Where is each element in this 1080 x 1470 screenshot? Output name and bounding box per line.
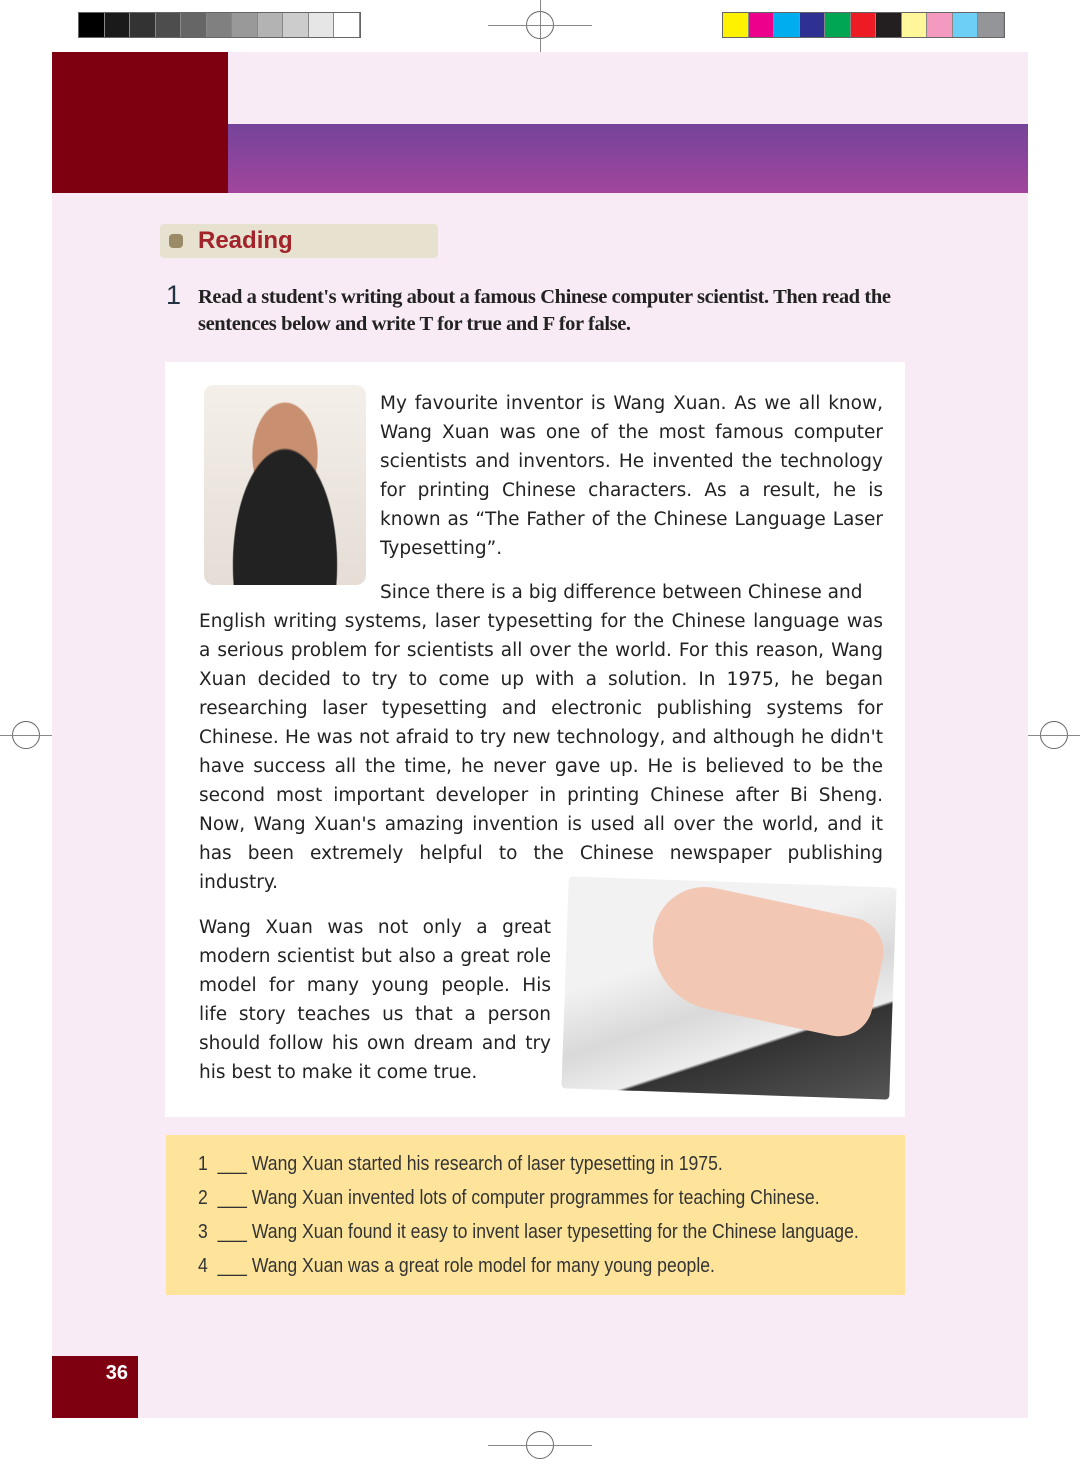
crop-line (1028, 735, 1080, 736)
answer-blank[interactable]: ___ (217, 1153, 247, 1175)
answer-blank[interactable]: ___ (217, 1221, 247, 1243)
exercise-instruction: Read a student's writing about a famous Chinese computer scientist. Then read the sentences below and write T for true and F for false. (198, 286, 891, 335)
crop-line (0, 735, 52, 736)
section-heading-label: Reading (198, 227, 293, 254)
true-false-questions (166, 1135, 905, 1295)
article-paragraph: Wang Xuan was not only a great modern scientist but also a great role model for many young people. His life story teaches us that a person should follow his own dream and try his best to make it come true. (199, 917, 551, 1083)
question-item: 4 ___ Wang Xuan was a great role model for many young people. (198, 1255, 715, 1277)
crop-line (488, 1445, 592, 1446)
header-purple-band (228, 124, 1028, 193)
question-item: 1 ___ Wang Xuan started his research of laser typesetting in 1975. (198, 1153, 723, 1175)
article-paragraph: Since there is a big difference between Chinese and (380, 582, 863, 603)
crop-line (540, 0, 541, 52)
page-number: 36 (52, 1356, 138, 1418)
bullet-icon (169, 234, 183, 248)
exercise-number: 1 (166, 280, 182, 310)
grayscale-color-bar (78, 12, 361, 38)
answer-blank[interactable]: ___ (217, 1187, 247, 1209)
question-item: 2 ___ Wang Xuan invented lots of computer programmes for teaching Chinese. (198, 1187, 820, 1209)
answer-blank[interactable]: ___ (217, 1255, 247, 1277)
portrait-photo (204, 385, 366, 585)
section-heading (160, 224, 438, 258)
article-paragraph: English writing systems, laser typesetting for the Chinese language was a serious problem for scientists all over the world. For this reason, Wang Xuan decided to try to come up with a solution. In 1975, he began researching laser typesetting and electronic publishing systems for Chinese. He was not afraid to try new technology, and although he didn't have success all the time, he never gave up. He is believed to be the second most important developer in printing Chinese after Bi Sheng. Now, Wang Xuan's amazing invention is used all over the world, and it has been extremely helpful to the Chinese newspaper publishing industry. (199, 611, 883, 893)
header-red-block (52, 52, 228, 193)
article-paragraph: My favourite inventor is Wang Xuan. As we all know, Wang Xuan was one of the most famous computer scientists and inventors. He invented the technology for printing Chinese characters. As a result, he is known as “The Father of the Chinese Language Laser Typesetting”. (380, 393, 883, 559)
process-color-bar (722, 12, 1005, 38)
question-item: 3 ___ Wang Xuan found it easy to invent laser typesetting for the Chinese language. (198, 1221, 859, 1243)
